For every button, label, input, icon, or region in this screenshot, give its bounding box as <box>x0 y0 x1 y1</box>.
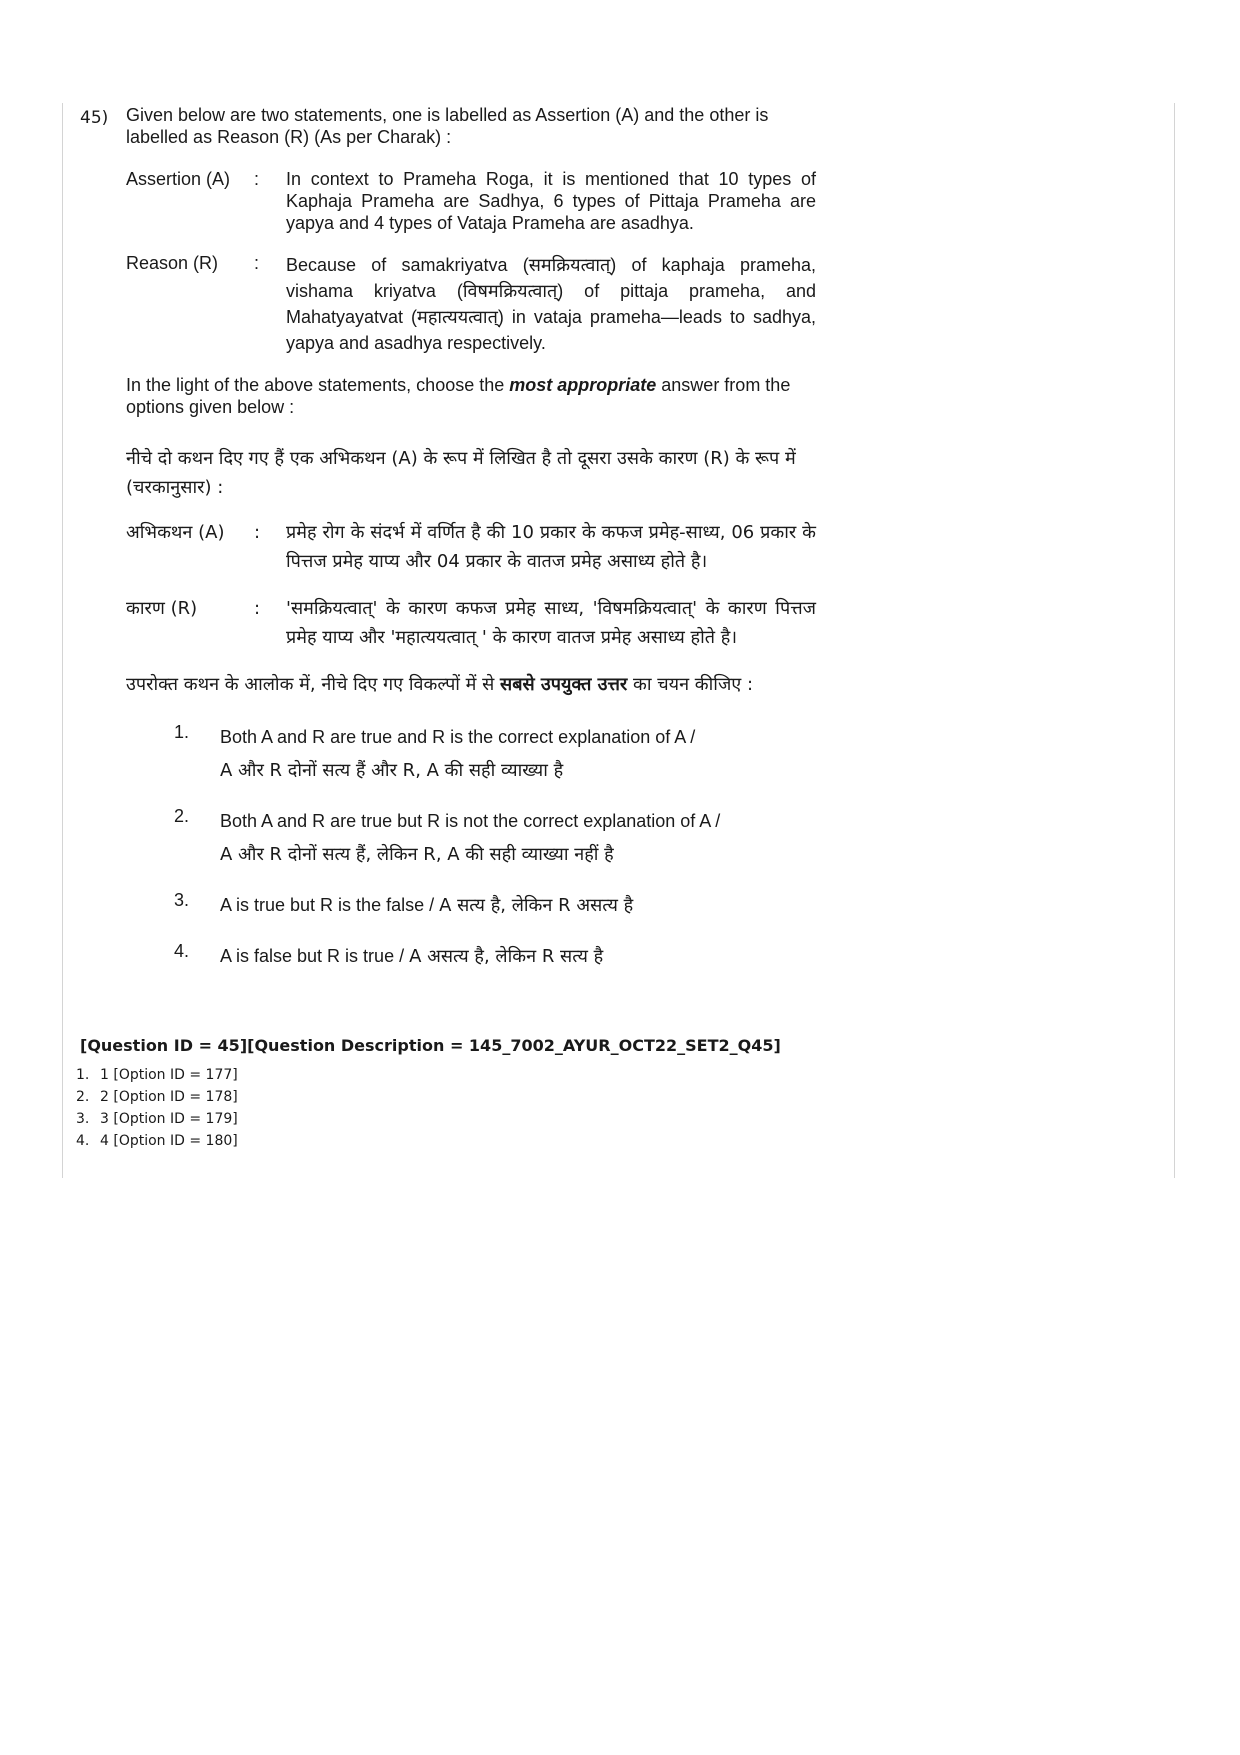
option-item <box>174 889 816 922</box>
option-text-hi: A और R दोनों सत्य हैं और R, A की सही व्याख्या है <box>220 760 564 781</box>
assertion-row <box>126 168 816 234</box>
choose-text: In the light of the above statements, choose the <box>126 375 510 395</box>
option-text-en: A is true but R is the false / <box>220 895 440 915</box>
colon: : <box>254 522 261 543</box>
hindi-reason-row <box>126 594 816 652</box>
option-number: 4. <box>174 941 190 961</box>
option-number: 2. <box>174 806 190 826</box>
question-meta: [Question ID = 45][Question Description = 145_7002_AYUR_OCT22_SET2_Q45] <box>80 1036 781 1055</box>
hindi-intro: नीचे दो कथन दिए गए हैं एक अभिकथन (A) के रूप में लिखित है तो दूसरा उसके कारण (R) के रूप में (चरकानुसार) : <box>126 448 796 498</box>
option-id-text: 3 [Option ID = 179] <box>100 1111 238 1127</box>
assertion-text: In context to Prameha Roga, it is mentioned that 10 types of Kaphaja Prameha are Sadhya, 6 types of Pittaja Prameha are yapya and 4 types of Vataja Prameha are asadhya. <box>286 169 816 233</box>
option-id-item <box>76 1086 238 1108</box>
hindi-choose-emphasis: सबसे उपयुक्त उत्तर <box>500 674 628 695</box>
reason-text: Because of samakriyatva (समक्रियत्वात्) of kaphaja prameha, vishama kriyatva (विषमक्रियत्वात्) of pittaja prameha, and Mahatyayatvat (महात्ययत्वात्) in vataja prameha—leads to sadhya, yapya and asadhya respectively. <box>286 255 816 353</box>
option-text-hi: A सत्य है, लेकिन R असत्य है <box>439 895 634 916</box>
hindi-assertion-text: प्रमेह रोग के संदर्भ में वर्णित है की 10 प्रकार के कफज प्रमेह-साध्य, 06 प्रकार के पित्तज प्रमेह याप्य और 04 प्रकार के वातज प्रमेह असाध्य होते है। <box>286 522 816 572</box>
colon: : <box>254 598 261 619</box>
option-id-item <box>76 1064 238 1086</box>
option-item <box>174 940 816 973</box>
hindi-assertion-label: अभिकथन (A) <box>126 522 225 543</box>
hindi-choose-text: उपरोक्त कथन के आलोक में, नीचे दिए गए विकल्पों में से <box>126 674 501 695</box>
option-item <box>174 805 816 871</box>
choose-instruction <box>126 374 816 418</box>
hindi-choose-text: का चयन कीजिए : <box>627 674 754 695</box>
option-id-number: 4. <box>76 1133 90 1149</box>
colon: : <box>254 169 260 189</box>
option-text-en: Both A and R are true and R is the correct explanation of A / <box>220 727 696 747</box>
option-id-item <box>76 1108 238 1130</box>
question-number: 45) <box>80 108 109 128</box>
left-border <box>62 103 63 1178</box>
colon: : <box>254 253 260 273</box>
option-text-en: A is false but R is true / <box>220 946 410 966</box>
option-number: 1. <box>174 722 190 742</box>
right-border <box>1174 103 1175 1178</box>
hindi-reason-label: कारण (R) <box>126 598 198 619</box>
option-id-text: 1 [Option ID = 177] <box>100 1067 238 1083</box>
reason-label: Reason (R) <box>126 253 219 273</box>
option-id-text: 4 [Option ID = 180] <box>100 1133 238 1149</box>
option-text-hi: A और R दोनों सत्य हैं, लेकिन R, A की सही व्याख्या नहीं है <box>220 844 614 865</box>
option-id-item <box>76 1130 238 1152</box>
answer-options <box>174 721 816 973</box>
reason-row <box>126 252 816 356</box>
question-image <box>126 104 816 991</box>
hindi-choose-instruction <box>126 670 816 699</box>
option-text-en: Both A and R are true but R is not the correct explanation of A / <box>220 811 721 831</box>
choose-emphasis: most appropriate <box>509 375 657 395</box>
choose-text: answer from the options given below : <box>126 375 791 417</box>
option-id-text: 2 [Option ID = 178] <box>100 1089 238 1105</box>
hindi-assertion-row <box>126 518 816 576</box>
assertion-label: Assertion (A) <box>126 169 231 189</box>
hindi-reason-text: 'समक्रियत्वात्' के कारण कफज प्रमेह साध्य, 'विषमक्रियत्वात्' के कारण पित्तज प्रमेह याप्य और 'महात्ययत्वात् ' के कारण वातज प्रमेह असाध्य होते है। <box>286 598 816 648</box>
option-item <box>174 721 816 787</box>
option-id-number: 1. <box>76 1067 90 1083</box>
option-number: 3. <box>174 890 190 910</box>
question-intro: Given below are two statements, one is labelled as Assertion (A) and the other is labelled as Reason (R) (As per Charak) : <box>126 105 769 147</box>
option-text-hi: A असत्य है, लेकिन R सत्य है <box>409 946 604 967</box>
option-id-list <box>76 1064 238 1152</box>
option-id-number: 2. <box>76 1089 90 1105</box>
option-id-number: 3. <box>76 1111 90 1127</box>
